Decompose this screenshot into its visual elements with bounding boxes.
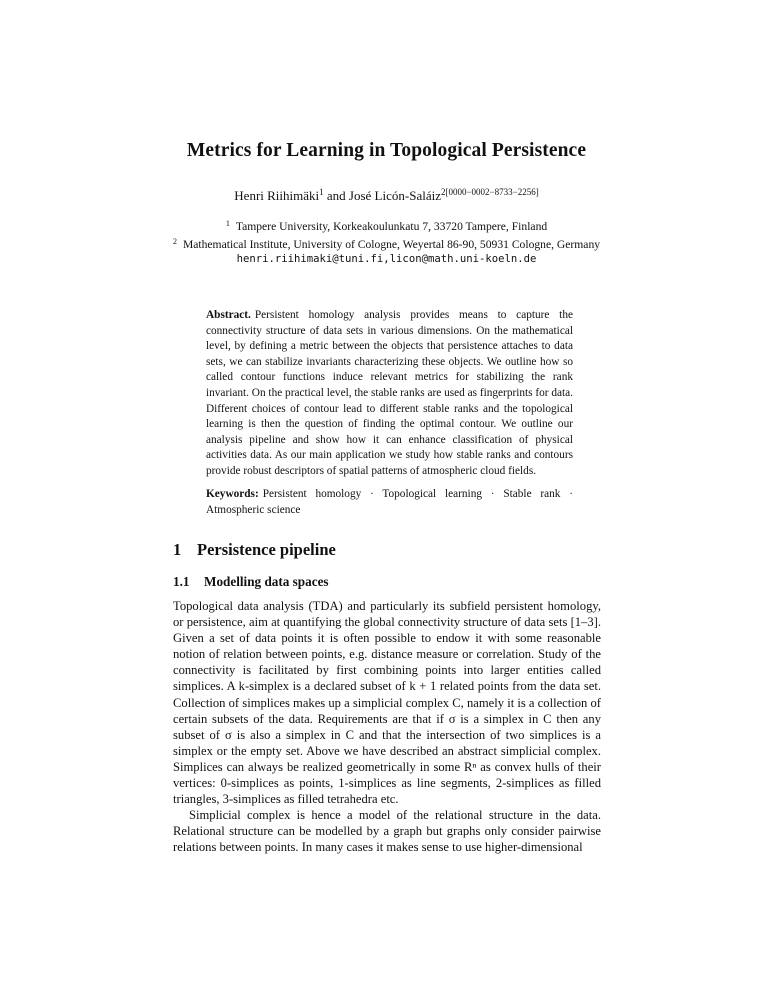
affiliation-1: $^1$ Tampere University, Korkeakoulunkatu 7, 33720 Tampere, Finland xyxy=(225,219,548,233)
affiliation-2: $^2$ Mathematical Institute, University of Cologne, Weyertal 86-90, 50931 Cologne, Germany xyxy=(172,237,601,251)
author-2: José Licón-Saláiz xyxy=(348,188,441,203)
abstract xyxy=(206,308,573,480)
subsection-heading xyxy=(173,574,329,590)
author-conjunction: and xyxy=(326,188,346,203)
email-addresses: henri.riihimaki@tuni.fi,licon@math.uni-koeln.de xyxy=(236,253,537,265)
author-2-affil: 2[0000−0002−8733−2256] xyxy=(440,187,539,197)
author-1: Henri Riihimäki xyxy=(234,188,320,203)
section-heading xyxy=(173,540,336,560)
author-line xyxy=(0,187,773,204)
paragraph-2: Simplicial complex is hence a model of the relational structure in the data. Relational structure can be modelled by a graph but graphs only consider pairwise relations between points. In many cases it makes sense to use higher-dimensional xyxy=(173,808,601,855)
paragraph-1: Topological data analysis (TDA) and particularly its subfield persistent homology, or persistence, aim at quantifying the global connectivity structure of data sets [1–3]. Given a set of data points it is often possible to endow it with some reasonable notion of relation between points, e.g. distance measure or correlation. Study of the connectivity is facilitated by first combining points into larger entities called simplices. A k-simplex is a declared subset of k + 1 related points from the data set. Collection of simplices makes up a simplicial complex C, namely it is a collection of certain subsets of the data. Requirements are that if σ is a simplex in C then any subset of σ is also a simplex in C and that the intersection of two simplices is a simplex or the empty set. Above we have described an abstract simplicial complex. Simplices can always be realized geometrically in some Rⁿ as convex hulls of their vertices: 0-simplices as points, 1-simplices as line segments, 2-simplices as filled triangles, 3-simplices as filled tetrahedra etc. xyxy=(173,599,601,807)
abstract-label: Abstract. xyxy=(206,309,251,321)
affiliations xyxy=(170,216,603,267)
section-title: Persistence pipeline xyxy=(197,540,336,559)
subsection-number: 1.1 xyxy=(173,574,190,589)
keywords-text: Persistent homology · Topological learning · Stable rank · Atmospheric science xyxy=(206,488,573,516)
abstract-text: Persistent homology analysis provides means to capture the connectivity structure of data sets in various dimensions. On the mathematical level, by defining a metric between the objects that persistence attaches to data sets, we can stabilize invariants characterizing these objects. We outline how so called contour functions induce relevant metrics for stabilizing the rank invariant. On the practical level, the stable ranks are used as fingerprints for data. Different choices of contour lead to different stable ranks and the topological learning is then the question of finding the optimal contour. We outline our analysis pipeline and show how it can enhance classification of physical activities data. As our main application we study how stable ranks and contours provide robust descriptors of spatial patterns of atmospheric cloud fields. xyxy=(206,309,574,477)
paper-title: Metrics for Learning in Topological Persistence xyxy=(186,140,587,161)
keywords-label: Keywords: xyxy=(206,488,259,500)
keywords xyxy=(206,487,573,518)
section-number: 1 xyxy=(173,540,182,559)
author-1-affil: 1 xyxy=(319,187,324,197)
body-text xyxy=(173,598,601,856)
subsection-title: Modelling data spaces xyxy=(204,574,329,589)
